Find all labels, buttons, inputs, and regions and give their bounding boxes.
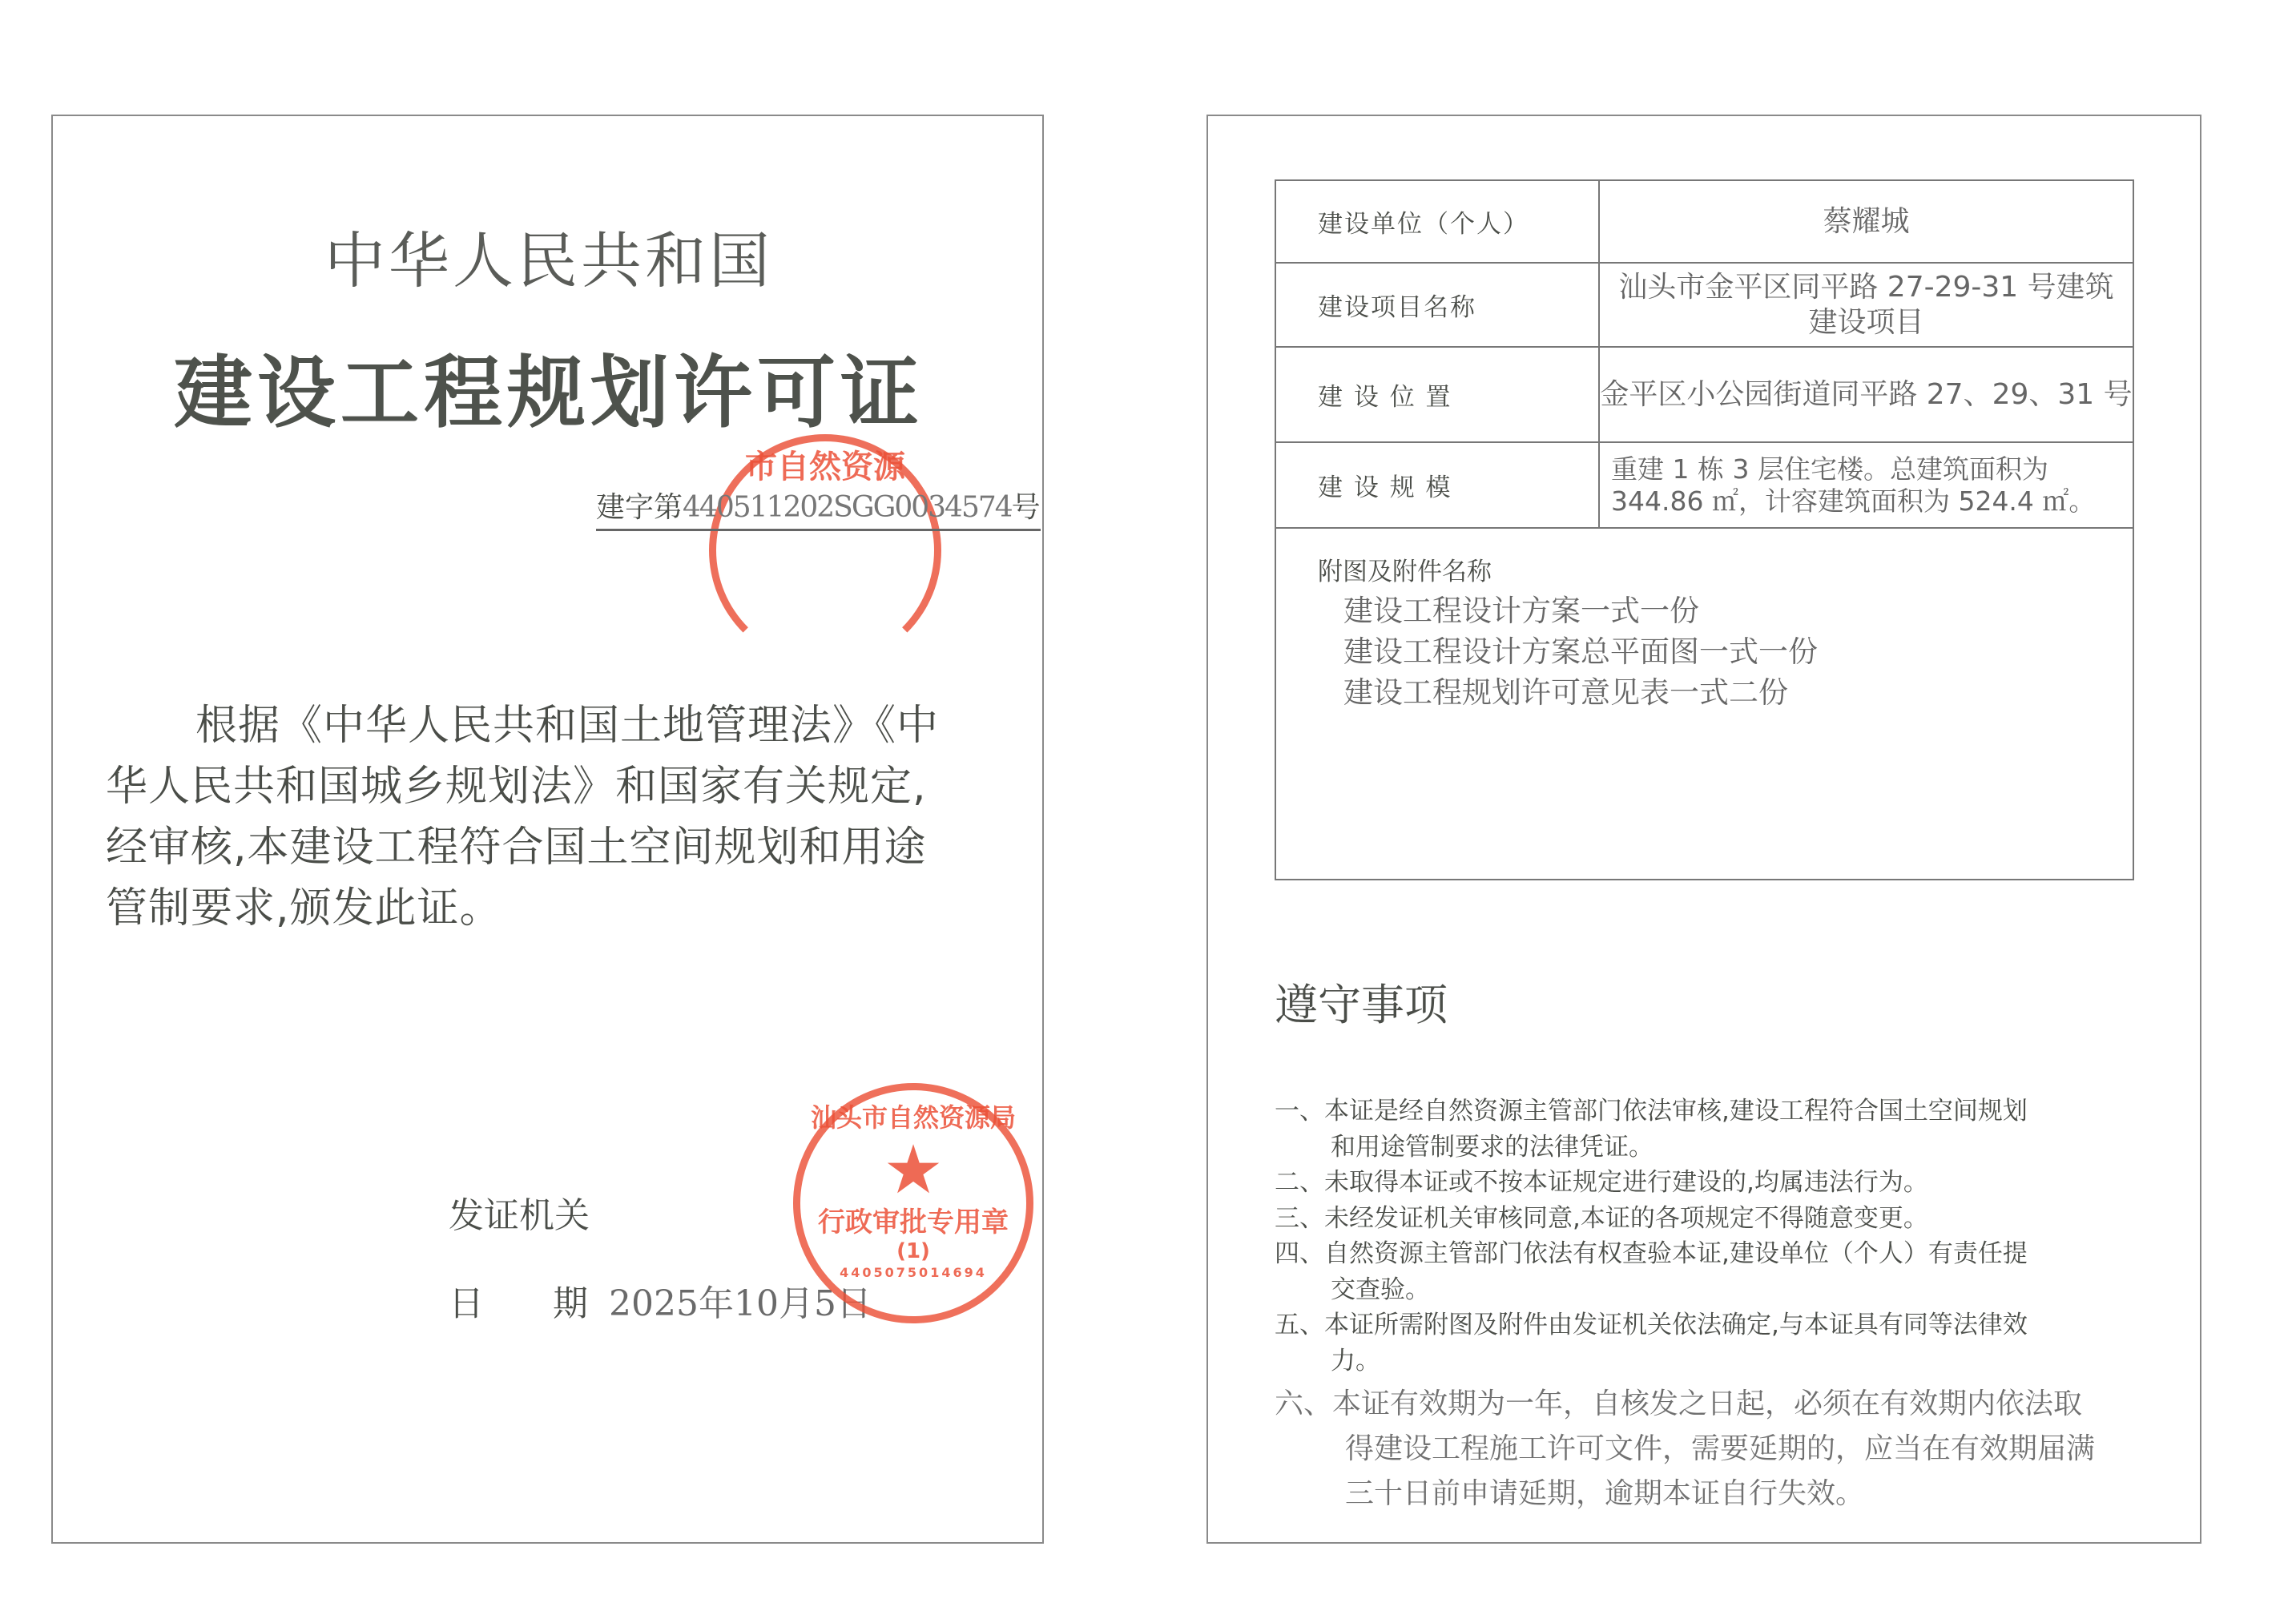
seal-sub-text: 行政审批专用章 [818,1206,1009,1238]
attachments-row: 附图及附件名称 建设工程设计方案一式一份 建设工程设计方案总平面图一式一份 建设工程规划许可意见表一式二份 [1275,528,2133,880]
seal-top [709,434,941,667]
official-seal [793,1083,1033,1323]
rules-list: 一、本证是经自然资源主管部门依法审核,建设工程符合国土空间规划 和用途管制要求的法律凭证。 二、未取得本证或不按本证规定进行建设的,均属违法行为。 三、未经发证机关审核同意,本证的各项规定不得随意变更。 四、自然资源主管部门依法有权查验本证,建设单位（个人）有责任提 交查验。 五、本证所需附图及附件由发证机关依法确定,与本证具有同等法律效 力。 [1275,1097,2028,1375]
issuer-label: 发证机关 [449,1195,590,1236]
attachment-item: 建设工程规划许可意见表一式二份 [1343,675,1788,710]
table-row: 建设单位（个人） 蔡耀城 [1275,180,2133,263]
issue-date: 2025年10月5日 [609,1283,872,1324]
rule-6: 六、本证有效期为一年，自核发之日起，必须在有效期内依法取 得建设工程施工许可文件，需要延期的，应当在有效期届满 三十日前申请延期，逾期本证自行失效。 [1275,1387,2096,1510]
seal-top-text: 市自然资源 [745,449,905,485]
info-table [1275,179,2134,880]
rules-title: 遵守事项 [1275,980,1448,1030]
body-paragraph: 根据《中华人民共和国土地管理法》《中 华人民共和国城乡规划法》和国家有关规定, 经审核,本建设工程符合国土空间规划和用途 管制要求,颁发此证。 [106,702,940,932]
seal-num: (1) [896,1239,930,1263]
date-label-2: 期 [553,1283,588,1324]
attachment-item: 建设工程设计方案一式一份 [1343,594,1699,628]
date-label-1: 日 [449,1283,484,1324]
attachment-item: 建设工程设计方案总平面图一式一份 [1343,634,1818,669]
table-row: 建 设 规 模 重建 1 栋 3 层住宅楼。总建筑面积为 344.86 ㎡，计容建筑面积为 524.4 ㎡。 [1275,442,2133,528]
seal-code: 4405075014694 [840,1265,987,1280]
table-row: 建设项目名称 汕头市金平区同平路 27-29-31 号建筑建设项目 [1275,263,2133,347]
star-icon: ★ [883,1130,944,1209]
document-title: 建设工程规划许可证 [173,348,924,439]
seal-main-text: 汕头市自然资源局 [810,1102,1016,1133]
table-row: 建 设 位 置 金平区小公园街道同平路 27、29、31 号 [1275,347,2133,442]
cert-number: 建字第440511202SGG0034574号 [596,490,1041,531]
country-name: 中华人民共和国 [324,225,773,296]
